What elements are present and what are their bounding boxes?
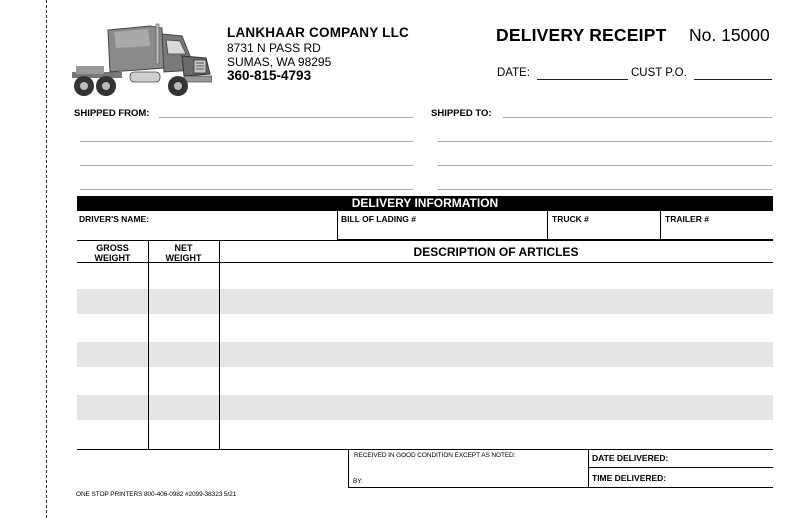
date-delivered-label: DATE DELIVERED:	[592, 453, 669, 463]
table-row-shade	[77, 342, 773, 367]
shipped-from-line2[interactable]	[80, 141, 413, 142]
table-row-shade	[77, 289, 773, 314]
semi-truck-icon	[70, 22, 212, 98]
shipped-to-line4[interactable]	[438, 189, 772, 190]
shipped-from-line4[interactable]	[80, 189, 413, 190]
truck-label: TRUCK #	[552, 214, 589, 224]
time-delivered-label: TIME DELIVERED:	[592, 473, 667, 483]
divider	[588, 449, 589, 487]
gross-weight-header	[77, 243, 148, 263]
divider	[337, 211, 338, 239]
by-label: BY:	[353, 478, 363, 485]
divider	[660, 211, 661, 239]
gross-weight-header-line2: WEIGHT	[94, 253, 131, 263]
date-label: DATE:	[497, 67, 531, 79]
table-row-shade	[77, 395, 773, 420]
company-name: LANKHAAR COMPANY LLC	[227, 25, 409, 40]
shipped-from-label: SHIPPED FROM:	[74, 108, 150, 119]
divider	[588, 467, 773, 468]
bill-of-lading-label: BILL OF LADING #	[341, 214, 416, 224]
company-address-line2: SUMAS, WA 98295	[227, 55, 332, 69]
net-weight-header-line2: WEIGHT	[165, 253, 202, 263]
trailer-label: TRAILER #	[665, 214, 709, 224]
shipped-from-line3[interactable]	[80, 165, 413, 166]
net-weight-header-line1: NET	[174, 243, 193, 253]
date-field[interactable]	[537, 79, 628, 80]
receipt-title: DELIVERY RECEIPT	[496, 25, 667, 45]
gross-weight-header-line1: GROSS	[96, 243, 129, 253]
drivers-name-label: DRIVER'S NAME:	[79, 214, 150, 224]
table-top-border	[77, 240, 773, 241]
delivery-info-title: DELIVERY INFORMATION	[351, 196, 499, 210]
divider	[348, 449, 349, 487]
shipped-to-label: SHIPPED TO:	[431, 108, 492, 119]
divider	[219, 240, 220, 449]
receipt-number: No. 15000	[689, 25, 770, 45]
perforation-line	[46, 0, 47, 518]
company-address-line1: 8731 N PASS RD	[227, 41, 321, 55]
description-of-articles-header: DESCRIPTION OF ARTICLES	[413, 245, 579, 259]
shipped-to-line1[interactable]	[503, 117, 772, 118]
net-weight-header	[148, 243, 219, 263]
divider	[148, 240, 149, 449]
company-phone: 360-815-4793	[227, 68, 312, 83]
shipped-to-line3[interactable]	[438, 165, 772, 166]
cust-po-label: CUST P.O.	[631, 67, 687, 79]
table-bottom-border	[77, 449, 773, 450]
signature-line[interactable]	[348, 487, 588, 488]
received-note: RECEIVED IN GOOD CONDITION EXCEPT AS NOTED:	[354, 452, 516, 459]
divider	[547, 211, 548, 239]
shipped-to-line2[interactable]	[438, 141, 772, 142]
divider	[588, 487, 773, 488]
cust-po-field[interactable]	[694, 79, 772, 80]
shipped-from-line1[interactable]	[159, 117, 413, 118]
printer-credit: ONE STOP PRINTERS 800-406-0982 #2099-38323 5/21	[76, 491, 237, 498]
